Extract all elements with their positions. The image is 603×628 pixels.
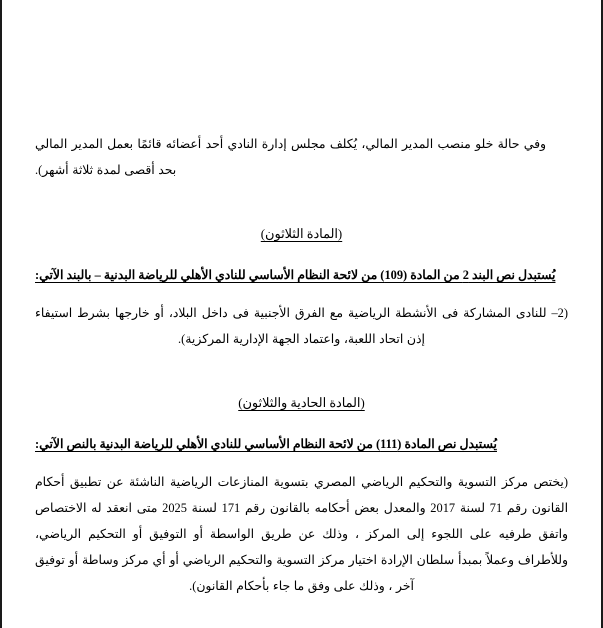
- spacer: [35, 183, 568, 223]
- article-31-clause-text: (يختص مركز التسوية والتحكيم الرياضي المصري بتسوية المنازعات الرياضية الناشئة عن تطبيق أحكام القانون رقم 71 لسنة 2017 والمعدل بعض أحكامه بالقانون رقم 171 لسنة 2025 متى انعقد له الاختصاص واتفق طرفيه على اللجوء إلى المركز ، وذلك عن طريق الواسطة أو التوفيق أو التحكيم الرياضي، وللأطراف وعملاً بمبدأ سلطان الإرادة اختيار مركز التسوية والتحكيم الرياضي أو أي مركز وساطة أو توفيق آخر ، وذلك على وفق ما جاء بأحكام القانون).: [35, 475, 569, 593]
- article-30-amendment-heading: يُستبدل نص البند 2 من المادة (109) من لائحة النظام الأساسي للنادي الأهلي للرياضة البدنية – بالبند الآتي:: [35, 268, 556, 282]
- spacer: [35, 457, 568, 469]
- intro-paragraph: وفي حالة خلو منصب المدير المالي، يُكلف مجلس إدارة النادي أحد أعضائه قائمًا بعمل المدير المالي بحد أقصى لمدة ثلاثة أشهر).: [35, 137, 546, 177]
- article-30-clause-text: (2– للنادى المشاركة فى الأنشطة الرياضية مع الفرق الأجنبية فى داخل البلاد، أو خارجها بشرط استيفاء إذن اتحاد اللعبة، واعتماد الجهة الإدارية المركزية).: [35, 306, 568, 346]
- spacer: [35, 352, 568, 392]
- article-30-title: (المادة الثلاثون): [260, 227, 343, 241]
- article-31-title: (المادة الحادية والثلاثون): [238, 396, 365, 410]
- article-30-title-line: [35, 223, 568, 245]
- article-31-amendment-heading: يُستبدل نص المادة (111) من لائحة النظام الأساسي للنادي الأهلي للرياضة البدنية بالنص الآتي:: [35, 437, 497, 451]
- spacer: [35, 288, 568, 300]
- article-31-title-line: [35, 392, 568, 414]
- spacer: [35, 245, 568, 263]
- spacer: [35, 414, 568, 432]
